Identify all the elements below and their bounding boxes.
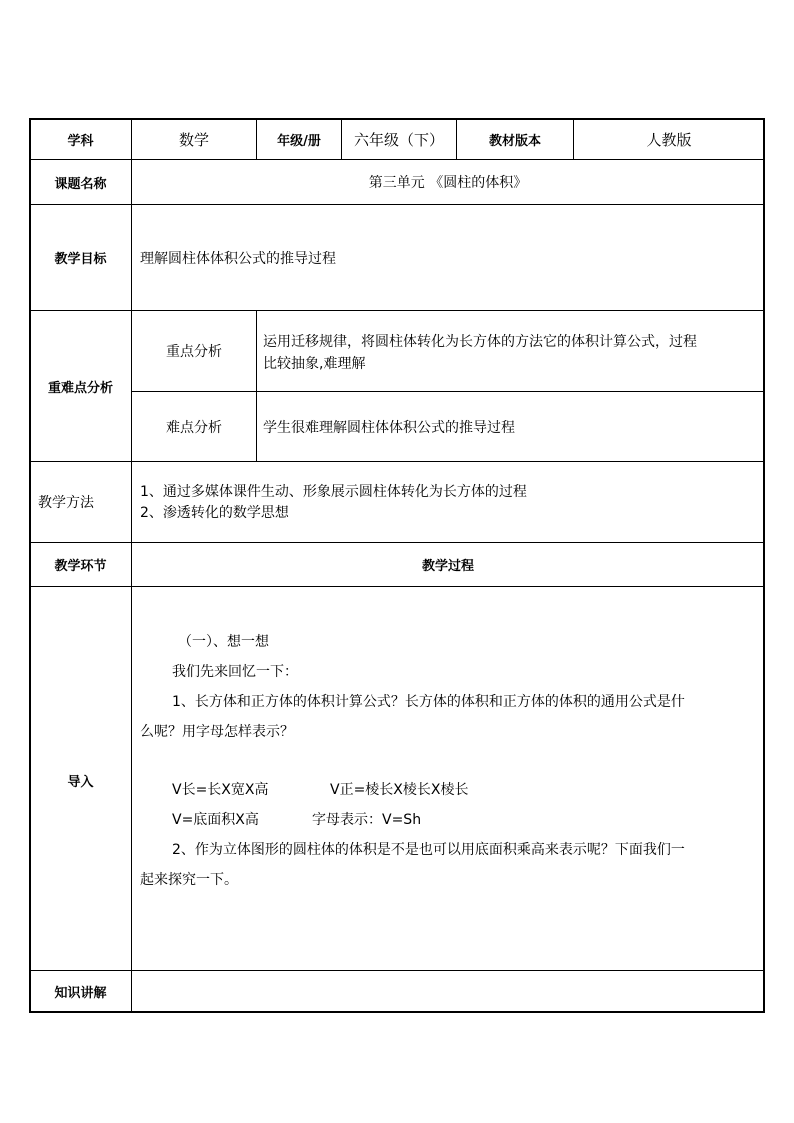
intro-recall: 我们先来回忆一下：	[172, 664, 298, 680]
grade-label: 年级/册	[256, 118, 342, 160]
topic-label: 课题名称	[29, 159, 132, 205]
edition-label: 教材版本	[456, 118, 574, 160]
intro-content	[131, 586, 765, 971]
knowledge-label: 知识讲解	[29, 970, 132, 1013]
subject-label: 学科	[29, 118, 132, 160]
formula-cuboid: V长=长Χ宽Χ高	[172, 782, 269, 798]
formula-row-1	[140, 779, 758, 809]
difficulty-label: 难点分析	[131, 391, 257, 462]
knowledge-content	[131, 970, 765, 1013]
formula-cube: V正=棱长Χ棱长Χ棱长	[330, 782, 469, 798]
edition-value: 人教版	[573, 118, 765, 160]
intro-question-2-line-1: 2、作为立体图形的圆柱体的体积是不是也可以用底面积乘高来表示呢？下面我们一	[172, 842, 685, 858]
subject-value: 数学	[131, 118, 257, 160]
intro-label: 导入	[29, 586, 132, 971]
grade-value: 六年级（下）	[341, 118, 457, 160]
formula-row-2	[140, 809, 758, 839]
topic-value: 第三单元 《圆柱的体积》	[131, 159, 765, 205]
intro-question-1-line-2: 么呢？用字母怎样表示？	[140, 724, 294, 740]
goal-value: 理解圆柱体体积公式的推导过程	[131, 204, 765, 311]
formula-general: V=底面积Χ高	[172, 812, 259, 828]
formula-letters: 字母表示：V=Sh	[312, 812, 422, 828]
stage-header: 教学环节	[29, 542, 132, 587]
difficulty-value: 学生很难理解圆柱体体积公式的推导过程	[256, 391, 765, 462]
method-label: 教学方法	[29, 461, 132, 543]
method-value: 1、通过多媒体课件生动、形象展示圆柱体转化为长方体的过程 2、渗透转化的数学思想	[131, 461, 765, 543]
intro-heading: （一）、想一想	[178, 634, 269, 650]
intro-question-1-line-1: 1、长方体和正方体的体积计算公式？长方体的体积和正方体的体积的通用公式是什	[172, 694, 685, 710]
focus-label: 重点分析	[131, 310, 257, 392]
focus-value: 运用迁移规律，将圆柱体转化为长方体的方法它的体积计算公式，过程 比较抽象,难理解	[256, 310, 765, 392]
goal-label: 教学目标	[29, 204, 132, 311]
intro-question-2-line-2: 起来探究一下。	[140, 872, 238, 888]
process-header: 教学过程	[131, 542, 765, 587]
key-points-label: 重难点分析	[29, 310, 132, 462]
